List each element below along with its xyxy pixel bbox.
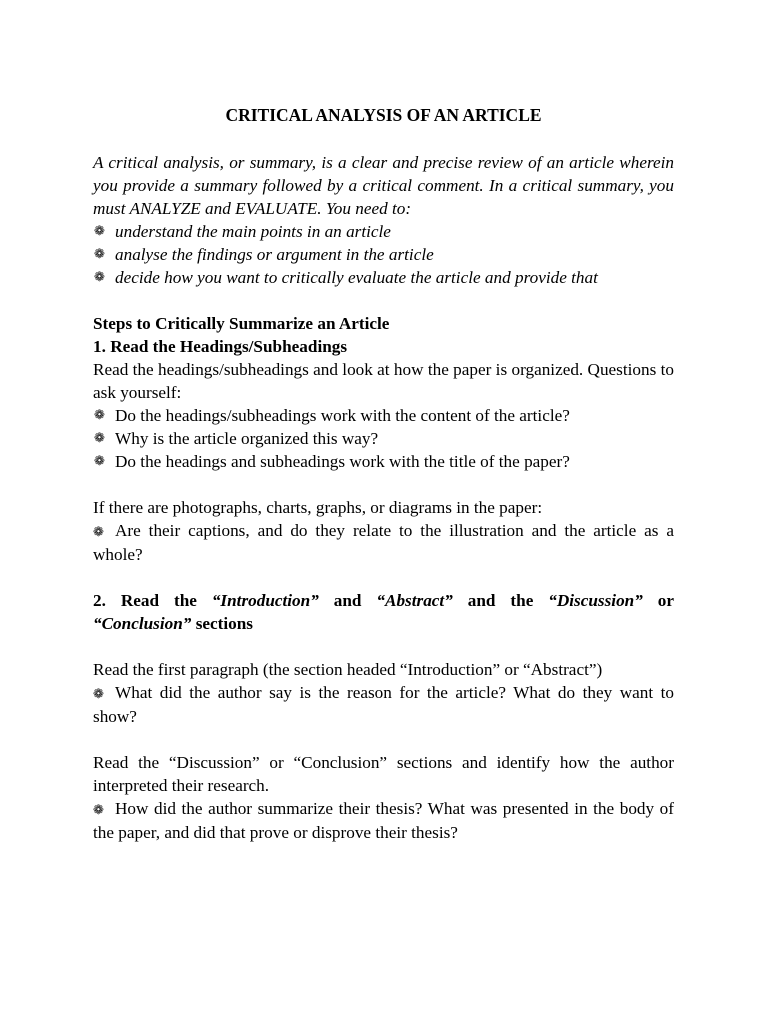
intro-paragraph: A critical analysis, or summary, is a clear and precise review of an article wherein you provide a summary followed by a critical comment. In a critical summary, you must ANALYZE and EVALUATE. You need to: xyxy=(93,153,674,218)
list-item: ❁ Do the headings/subheadings work with the content of the article? xyxy=(93,404,674,427)
bullet-icon: ❁ xyxy=(93,686,104,701)
step1-paragraph: Read the headings/subheadings and look at how the paper is organized. Questions to ask yourself: xyxy=(93,360,674,402)
step2-bullet-1: ❁ What did the author say is the reason for the article? What do they want to show? xyxy=(93,683,674,726)
list-item: ❁ analyse the findings or argument in the article xyxy=(93,243,674,266)
list-item: ❁ understand the main points in an article xyxy=(93,220,674,243)
bullet-icon: ❁ xyxy=(93,802,104,817)
step2-paragraph-2: Read the “Discussion” or “Conclusion” sections and identify how the author interpreted their research. xyxy=(93,753,674,795)
document-page xyxy=(93,104,674,844)
steps-heading: Steps to Critically Summarize an Article xyxy=(93,314,390,333)
bullet-icon: ❁ xyxy=(93,524,104,539)
figures-bullet: ❁ Are their captions, and do they relate to the illustration and the article as a whole? xyxy=(93,521,674,564)
bullet-icon: ❁ xyxy=(94,223,105,238)
list-item: ❁ decide how you want to critically evaluate the article and provide that xyxy=(93,266,674,289)
step1-bullet-list xyxy=(93,404,674,473)
bullet-icon: ❁ xyxy=(94,430,105,445)
bullet-icon: ❁ xyxy=(94,407,105,422)
list-item: ❁ Why is the article organized this way? xyxy=(93,427,674,450)
step2-heading: 2. Read the “Introduction” and “Abstract” and the “Discussion” or “Conclusion” sections xyxy=(93,591,674,633)
bullet-icon: ❁ xyxy=(94,453,105,468)
figures-paragraph: If there are photographs, charts, graphs, or diagrams in the paper: xyxy=(93,498,543,517)
step2-paragraph-1: Read the first paragraph (the section headed “Introduction” or “Abstract”) xyxy=(93,660,603,679)
intro-bullet-list xyxy=(93,220,674,289)
list-item: ❁ Do the headings and subheadings work with the title of the paper? xyxy=(93,450,674,473)
bullet-icon: ❁ xyxy=(94,269,105,284)
step2-bullet-2: ❁ How did the author summarize their thesis? What was presented in the body of the paper, and did that prove or disprove their thesis? xyxy=(93,799,674,842)
page-title: CRITICAL ANALYSIS OF AN ARTICLE xyxy=(225,105,542,125)
step1-heading: 1. Read the Headings/Subheadings xyxy=(93,337,348,356)
bullet-icon: ❁ xyxy=(94,246,105,261)
